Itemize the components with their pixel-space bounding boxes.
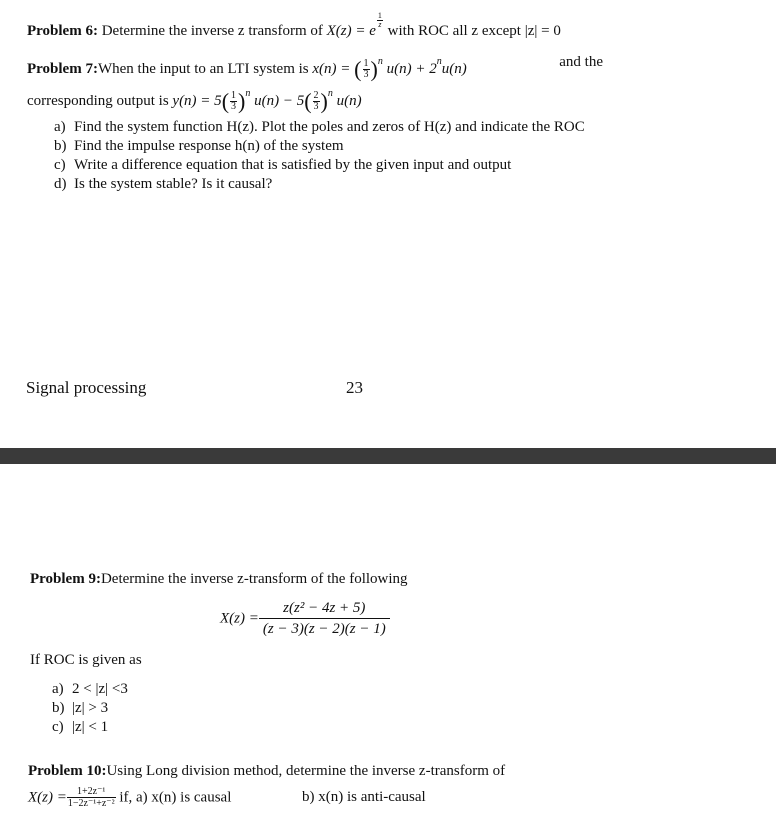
problem-6-text: Determine the inverse z transform of xyxy=(97,23,327,39)
problem-7-frac-3: $\frac{2}{3}$ xyxy=(313,90,319,113)
problem-9-equation xyxy=(220,598,390,639)
problem-7-y-expr: y(n) = 5 xyxy=(172,93,222,109)
problem-10-denominator: 1−2z⁻¹+z⁻² xyxy=(67,798,115,810)
list-item: a) Find the system function H(z). Plot the poles and zeros of H(z) and indicate the ROC xyxy=(54,119,585,135)
problem-9-denominator: (z − 3)(z − 2)(z − 1) xyxy=(262,621,386,637)
problem-7-frac-1: $\frac{1}{3}$ xyxy=(363,58,369,81)
problem-6-expr: X(z) = e xyxy=(326,23,376,39)
problem-7-lead: When the input to an LTI system is xyxy=(97,61,313,77)
problem-7-x-mid: u(n) + 2 xyxy=(382,61,437,77)
list-item: a) 2 < |z| <3 xyxy=(52,681,128,697)
problem-9-fraction xyxy=(259,598,390,639)
problem-10-numerator: 1+2z⁻¹ xyxy=(67,786,116,798)
problem-6-tail: with ROC all z except |z| = 0 xyxy=(383,23,561,39)
problem-6-label: Problem 6: xyxy=(27,23,98,39)
problem-7-line2: corresponding output is y(n) = 5( $\frac{1}{3}$ )$^n$ u(n) − 5( $\frac{2}{3}$ )$^n$ u(n) xyxy=(27,88,362,114)
problem-7-line2-lead: corresponding output is xyxy=(27,93,173,109)
problem-7-list xyxy=(54,118,585,194)
footer-page-number: 23 xyxy=(346,378,363,397)
list-item: d) Is the system stable? Is it causal? xyxy=(54,176,273,192)
problem-9-text: Determine the inverse z-transform of the following xyxy=(100,571,408,587)
problem-9 xyxy=(30,570,408,588)
problem-9-lhs: X(z) = xyxy=(220,610,259,627)
list-item: c) Write a difference equation that is satisfied by the given input and output xyxy=(54,157,512,173)
problem-9-list xyxy=(52,680,128,737)
problem-9-label: Problem 9: xyxy=(30,571,101,587)
page-separator xyxy=(0,448,776,464)
problem-10-label: Problem 10: xyxy=(28,763,107,779)
problem-7-label: Problem 7: xyxy=(27,61,98,77)
problem-7-x-tail: u(n) xyxy=(441,61,467,77)
problem-6-exponent: $\frac{1}{z}$ xyxy=(377,11,382,29)
list-item: b) Find the impulse response h(n) of the system xyxy=(54,138,344,154)
problem-10-lhs: X(z) = xyxy=(28,789,67,806)
problem-9-numerator: z(z² − 4z + 5) xyxy=(259,598,390,619)
problem-10-fraction xyxy=(67,786,116,809)
problem-7-line1: Problem 7:When the input to an LTI system is x(n) = ( $\frac{1}{3}$ )$^n$ $u(n) + 2^nu(n)$ and the xyxy=(27,54,603,82)
problem-9-roc-intro: If ROC is given as xyxy=(30,652,142,668)
problem-6 xyxy=(27,12,561,40)
problem-10-part-b: b) x(n) is anti-causal xyxy=(302,789,426,805)
page-bottom xyxy=(0,464,776,837)
list-item: b) |z| > 3 xyxy=(52,700,109,716)
list-item: c) |z| < 1 xyxy=(52,719,109,735)
problem-10-part-a: if, a) x(n) is causal xyxy=(115,789,232,806)
problem-7-y-tail: u(n) xyxy=(332,93,362,109)
problem-10-text: Using Long division method, determine the inverse z-transform of xyxy=(106,763,506,779)
problem-7-x-expr: x(n) = xyxy=(312,61,355,77)
problem-7-y-mid: u(n) − 5 xyxy=(250,93,305,109)
footer-course: Signal processing xyxy=(26,378,147,397)
problem-10-line2 xyxy=(28,786,426,810)
problem-7-and-the: and the xyxy=(559,54,603,70)
problem-7-frac-2: $\frac{1}{3}$ xyxy=(231,90,237,113)
problem-10 xyxy=(28,762,505,780)
